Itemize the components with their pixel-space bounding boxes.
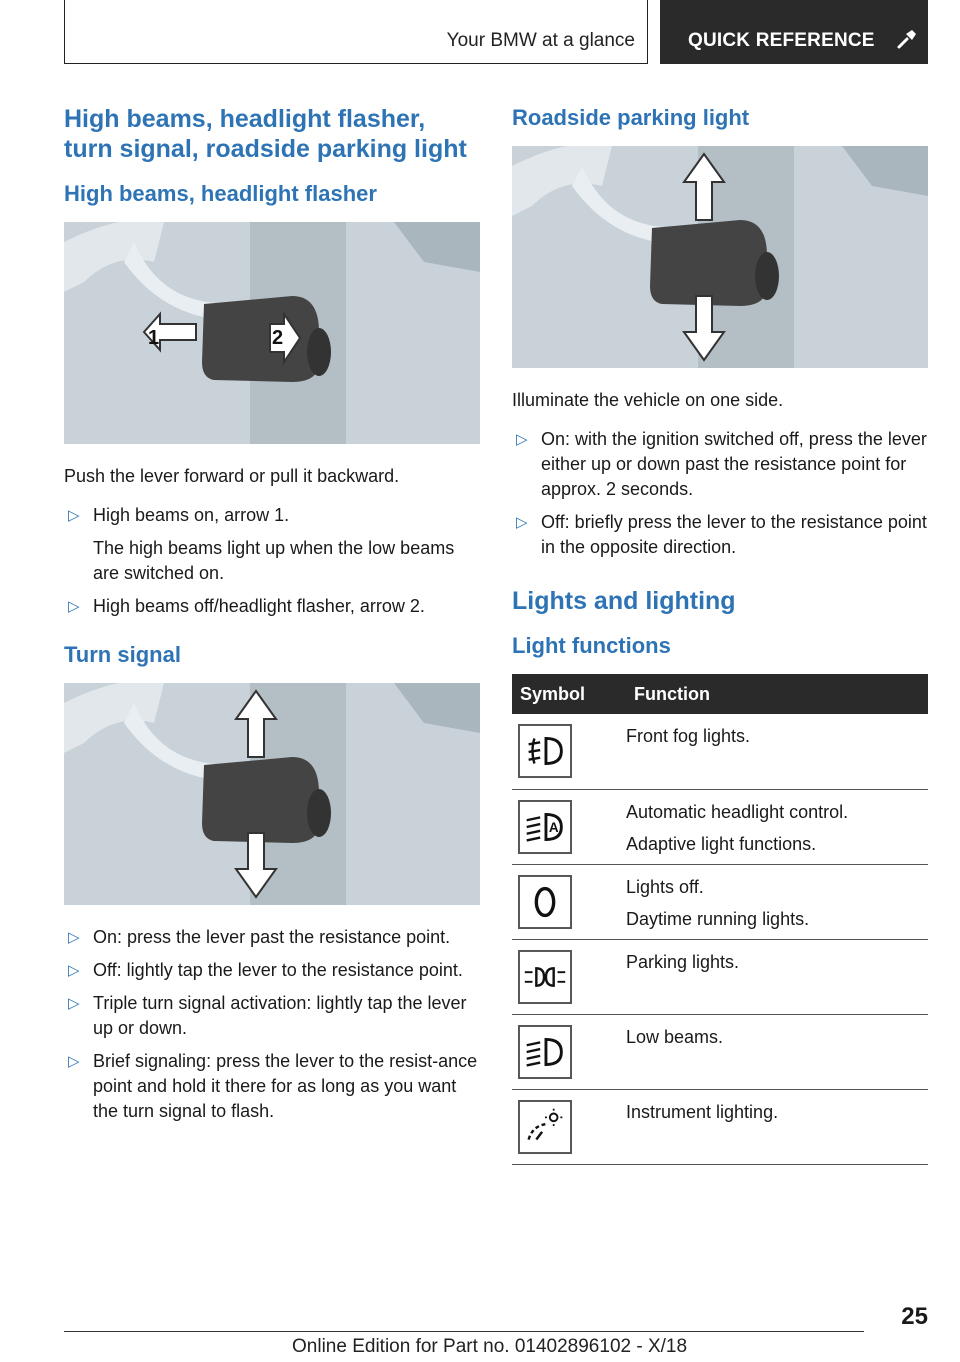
list-item-text: High beams on, arrow 1. [93,505,290,525]
wrench-icon [896,28,918,50]
page-number: 25 [901,1303,928,1330]
subsection-turn-signal: Turn signal [64,642,181,667]
turn-signal-list [64,925,480,1124]
parking-light-list [512,427,928,560]
function-text: Parking lights. [626,951,740,972]
triangle-bullet-icon: ▷ [516,514,528,531]
list-item-text: On: with the ignition switched off, press the lever either up or down past the resistance point for approx. 2 seconds. [541,429,927,499]
function-text: Instrument lighting. [626,1101,779,1122]
header-section-box [64,0,648,64]
figure-turn-signal-lever [64,683,480,905]
symbol-cell [512,714,626,789]
header-tab-label: QUICK REFERENCE [688,30,875,51]
triangle-bullet-icon: ▷ [68,995,80,1012]
triangle-bullet-icon: ▷ [516,431,528,448]
function-cell [626,864,928,939]
triangle-bullet-icon: ▷ [68,598,80,615]
lights-off-icon [518,875,572,929]
triangle-bullet-icon: ▷ [68,962,80,979]
column-header-function: Function [626,674,928,714]
section-title-high-beams: High beams, headlight flasher, turn signal, roadside parking light [64,105,467,163]
parking-lights-icon [518,950,572,1004]
function-cell [626,1089,928,1164]
list-item [64,925,480,950]
list-item-text: Brief signaling: press the lever to the resist-ance point and hold it there for as long as you want the turn signal to flash. [93,1051,478,1121]
function-text: Front fog lights. [626,726,751,746]
figure-high-beam-lever [64,222,480,444]
list-item-text: On: press the lever past the resistance point. [93,927,451,947]
automatic-headlight-icon [518,800,572,854]
list-item-text: Triple turn signal activation: lightly tap the lever up or down. [93,993,467,1038]
table-row [512,789,928,864]
table-header-row [512,674,928,714]
table-row [512,1089,928,1164]
light-functions-table [512,674,928,1165]
list-item [64,958,480,983]
symbol-cell [512,864,626,939]
instrument-lighting-icon [518,1100,572,1154]
low-beams-icon [518,1025,572,1079]
function-text: Automatic headlight control. [626,801,849,822]
list-item [512,510,928,560]
footer-divider [64,1331,864,1332]
subsection-high-beams: High beams, headlight flasher [64,181,377,206]
table-row [512,864,928,939]
function-text: Daytime running lights. [626,908,810,929]
list-item-text: Off: lightly tap the lever to the resistance point. [93,960,463,980]
figure-label-1: 1 [148,327,160,349]
function-cell [626,789,928,864]
column-header-symbol: Symbol [512,674,626,714]
table-row [512,1014,928,1089]
header-tab[interactable] [660,0,928,64]
list-item-subtext: The high beams light up when the low beams are switched on. [93,538,455,583]
function-cell [626,714,928,789]
subsection-light-functions: Light functions [512,633,671,658]
list-item-text: Off: briefly press the lever to the resistance point in the opposite direction. [541,512,927,557]
front-fog-lights-icon [518,724,572,778]
symbol-cell [512,1089,626,1164]
footer-edition: Online Edition for Part no. 01402896102 - X/18 [292,1336,688,1357]
symbol-cell [512,939,626,1014]
symbol-cell [512,1014,626,1089]
list-item [64,503,480,586]
function-text: Lights off. [626,876,704,897]
figure-parking-light-lever [512,146,928,368]
list-item [64,594,480,619]
function-cell [626,1014,928,1089]
list-item [64,1049,480,1124]
triangle-bullet-icon: ▷ [68,1053,80,1070]
section-title-lights: Lights and lighting [512,587,736,615]
subsection-roadside-parking-light: Roadside parking light [512,105,750,130]
list-item [64,991,480,1041]
list-item-text: High beams off/headlight flasher, arrow 2. [93,596,425,616]
high-beams-list [64,503,480,619]
svg-text:A: A [548,819,559,835]
high-beams-intro: Push the lever forward or pull it backward. [64,466,400,486]
figure-label-2: 2 [272,327,284,349]
function-text: Low beams. [626,1026,724,1047]
triangle-bullet-icon: ▷ [68,507,80,524]
triangle-bullet-icon: ▷ [68,929,80,946]
table-row [512,714,928,789]
left-column [64,100,480,1134]
table-row [512,939,928,1014]
function-text: Adaptive light functions. [626,833,817,854]
parking-light-intro: Illuminate the vehicle on one side. [512,390,784,410]
list-item [512,427,928,502]
symbol-cell [512,789,626,864]
function-cell [626,939,928,1014]
header-section-title: Your BMW at a glance [446,30,635,51]
right-column [512,100,928,1165]
